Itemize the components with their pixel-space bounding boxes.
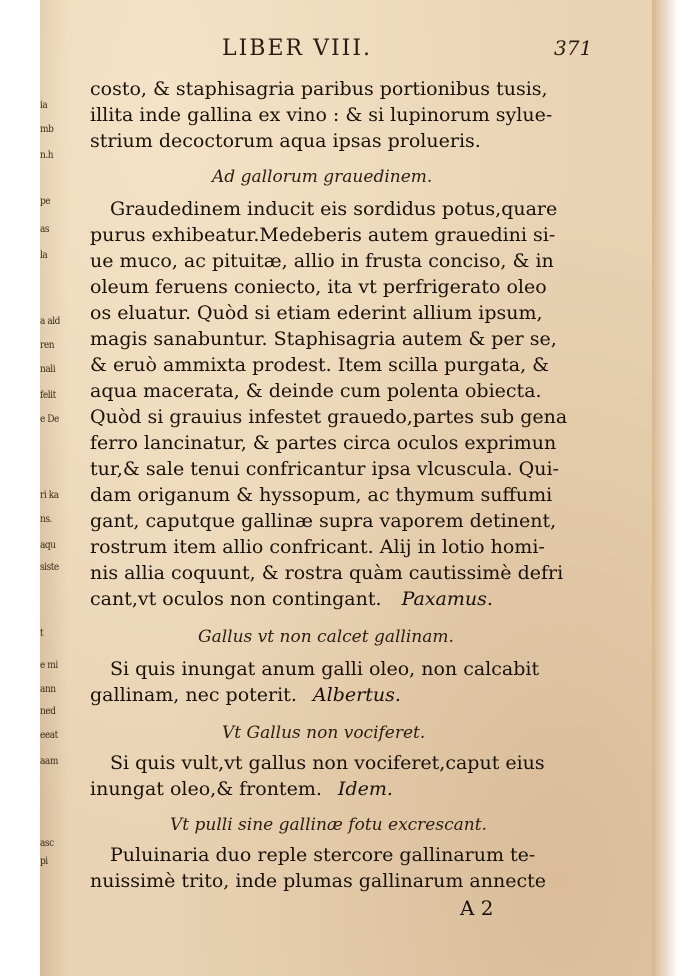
text-line-content: cant,vt oculos non contingant. xyxy=(90,588,382,610)
text-line: rostrum item allio confricant. Alij in lotio homi- xyxy=(90,536,545,558)
text-line xyxy=(90,586,590,612)
text-line xyxy=(90,776,590,802)
text-line: Graudedinem inducit eis sordidus potus,quare xyxy=(110,198,558,220)
text-line: dam origanum & hyssopum, ac thymum suffumi xyxy=(90,484,553,506)
citation: Albertus. xyxy=(312,684,401,706)
margin-note: a ald xyxy=(40,316,60,327)
text-line: aqua macerata, & deinde cum polenta obiecta. xyxy=(90,380,542,402)
text-line: nis allia coquunt, & rostra quàm cautissimè defri xyxy=(90,562,564,584)
text-line: oleum feruens coniecto, ita vt perfrigerato oleo xyxy=(90,276,547,298)
margin-note: ann xyxy=(40,684,56,695)
margin-note: ned xyxy=(40,706,56,717)
citation: Idem. xyxy=(337,778,393,800)
citation: Paxamus. xyxy=(401,588,493,610)
text-line: & eruò ammixta prodest. Item scilla purgata, & xyxy=(90,354,550,376)
text-line: Quòd si grauius infestet grauedo,partes sub gena xyxy=(90,406,568,428)
margin-note: ia xyxy=(40,100,48,111)
margin-note: ns. xyxy=(40,514,52,525)
book-page xyxy=(40,0,652,976)
section-heading: Ad gallorum grauedinem. xyxy=(212,167,433,187)
text-line-content: gallinam, nec poterit. xyxy=(90,684,297,706)
margin-note: t xyxy=(40,628,44,639)
margin-note: la xyxy=(40,250,48,261)
text-line: os eluatur. Quòd si etiam ederint allium ipsum, xyxy=(90,302,543,324)
text-line: ferro lancinatur, & partes circa oculos exprimun xyxy=(90,432,557,454)
margin-note: asc xyxy=(40,838,54,849)
text-line: Puluinaria duo reple stercore gallinarum te- xyxy=(110,844,536,866)
margin-note: ren xyxy=(40,340,55,351)
text-line: ue muco, ac pituitæ, allio in frusta conciso, & in xyxy=(90,250,554,272)
margin-note: siste xyxy=(40,562,59,573)
text-line: magis sanabuntur. Staphisagria autem & per se, xyxy=(90,328,557,350)
margin-note: aqu xyxy=(40,540,56,551)
text-line: gant, caputque gallinæ supra vaporem detinent, xyxy=(90,510,557,532)
text-line-content: inungat oleo,& frontem. xyxy=(90,778,322,800)
margin-note: ri ka xyxy=(40,490,59,501)
text-line: nuissimè trito, inde plumas gallinarum annecte xyxy=(90,870,546,892)
section-heading: Gallus vt non calcet gallinam. xyxy=(198,627,454,647)
margin-note: e De xyxy=(40,414,59,425)
margin-bleedthrough xyxy=(40,0,62,976)
running-head xyxy=(90,36,593,66)
margin-note: felit xyxy=(40,390,56,401)
text-line: Si quis vult,vt gallus non vociferet,caput eius xyxy=(110,752,545,774)
text-line: tur,& sale tenui confricantur ipsa vlcuscula. Qui- xyxy=(90,458,559,480)
section-heading: Vt pulli sine gallinæ fotu excrescant. xyxy=(170,815,487,835)
margin-note: nali xyxy=(40,364,56,375)
text-line: costo, & staphisagria paribus portionibus tusis, xyxy=(90,78,548,100)
text-line xyxy=(90,682,590,708)
margin-note: eeat xyxy=(40,730,58,741)
margin-note: as xyxy=(40,224,50,235)
margin-note: e mi xyxy=(40,660,58,671)
margin-note: aam xyxy=(40,756,58,767)
text-line: strium decoctorum aqua ipsas prolueris. xyxy=(90,130,481,152)
page-edge xyxy=(652,0,690,976)
text-line: Si quis inungat anum galli oleo, non calcabit xyxy=(110,658,540,680)
margin-note: pe xyxy=(40,196,51,207)
section-heading: Vt Gallus non vociferet. xyxy=(222,723,426,743)
signature-mark: A 2 xyxy=(460,896,494,920)
margin-note: mb xyxy=(40,124,54,135)
page-number: 371 xyxy=(554,36,593,60)
margin-note: n.h xyxy=(40,150,54,161)
running-head-title: LIBER VIII. xyxy=(222,36,373,61)
text-line: illita inde gallina ex vino : & si lupinorum sylue- xyxy=(90,104,553,126)
text-line: purus exhibeatur.Medeberis autem grauedini si- xyxy=(90,224,556,246)
margin-note: pi xyxy=(40,856,48,867)
